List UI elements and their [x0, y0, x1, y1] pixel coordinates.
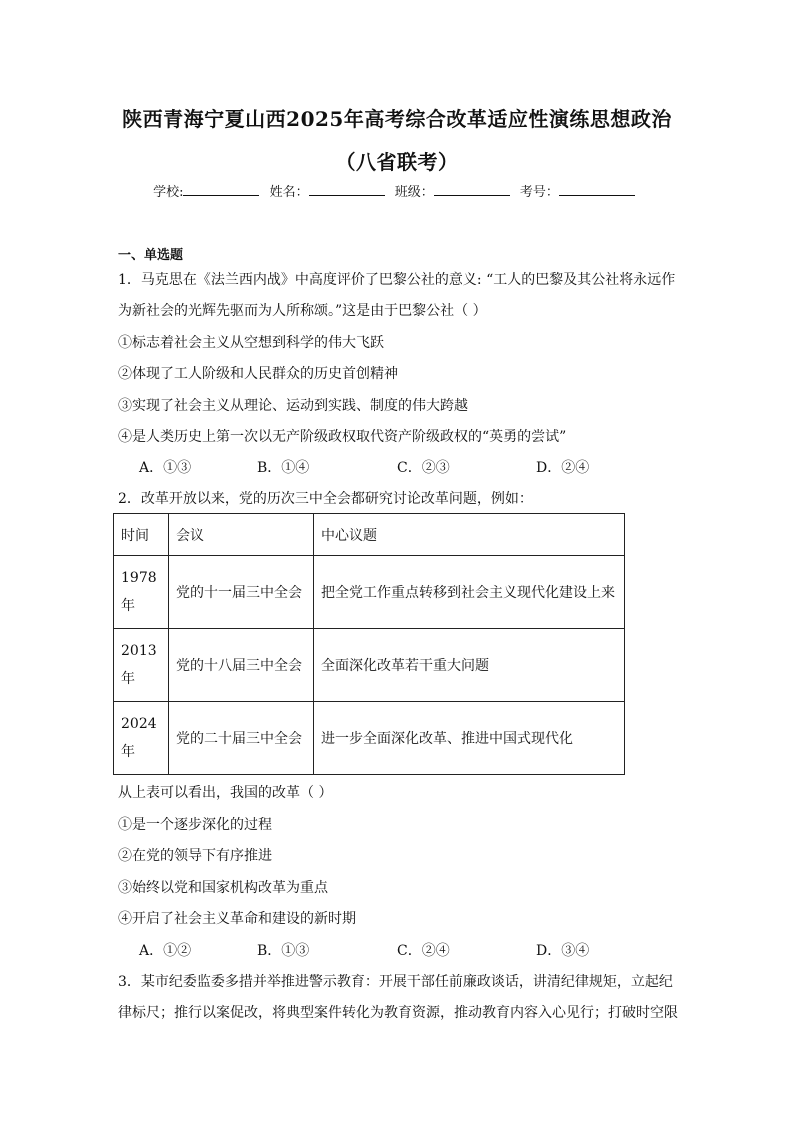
cell-year: 2024 年: [114, 702, 169, 775]
q1-option-a[interactable]: A．①③: [139, 460, 192, 476]
q2-stem: 2．改革开放以来，党的历次三中全会都研究讨论改革问题，例如：: [118, 491, 533, 507]
reform-table: [113, 513, 625, 775]
q2-option-b[interactable]: B．①③: [257, 943, 310, 959]
header-topic: 中心议题: [314, 514, 625, 556]
cell-meeting: 党的二十届三中全会: [169, 702, 314, 775]
cell-meeting: 党的十八届三中全会: [169, 629, 314, 702]
q2-option-a[interactable]: A．①②: [139, 943, 192, 959]
school-label: 学校:: [153, 185, 184, 200]
section-heading: 一、单选题: [118, 248, 184, 263]
q1-stem-line1: 1．马克思在《法兰西内战》中高度评价了巴黎公社的意义: “工人的巴黎及其公社将永远作: [118, 272, 676, 288]
table-row: [114, 629, 625, 702]
q1-stem-line2: 为新社会的光辉先驱而为人所称颂。”这是由于巴黎公社（ ）: [118, 303, 487, 319]
q2-item: ①是一个逐步深化的过程: [118, 817, 272, 833]
q1-item: ②体现了工人阶级和人民群众的历史首创精神: [118, 366, 398, 382]
q1-item: ①标志着社会主义从空想到科学的伟大飞跃: [118, 335, 384, 351]
table-header-row: [114, 514, 625, 556]
class-blank[interactable]: [434, 182, 510, 196]
table-row: [114, 702, 625, 775]
school-blank[interactable]: [183, 182, 259, 196]
q1-item: ④是人类历史上第一次以无产阶级政权取代资产阶级政权的“英勇的尝试”: [118, 429, 567, 445]
table-row: [114, 556, 625, 629]
page-subtitle: （八省联考）: [335, 150, 459, 174]
exam-no-label: 考号：: [519, 185, 559, 200]
q3-stem-line2: 律标尺；推行以案促改，将典型案件转化为教育资源，推动教育内容入心见行；打破时空限: [118, 1005, 678, 1021]
q2-item: ③始终以党和国家机构改革为重点: [118, 880, 328, 896]
q1-option-b[interactable]: B．①④: [257, 460, 310, 476]
q1-item: ③实现了社会主义从理论、运动到实践、制度的伟大跨越: [118, 398, 468, 414]
class-label: 班级：: [394, 185, 434, 200]
exam-no-blank[interactable]: [559, 182, 635, 196]
q2-after-table: 从上表可以看出，我国的改革（ ）: [118, 785, 333, 801]
page-title: 陕西青海宁夏山西2025年高考综合改革适应性演练思想政治: [122, 107, 672, 131]
q2-item: ②在党的领导下有序推进: [118, 848, 272, 864]
q2-item: ④开启了社会主义革命和建设的新时期: [118, 911, 356, 927]
student-info-line: [0, 181, 794, 200]
cell-year: 1978 年: [114, 556, 169, 629]
q2-option-c[interactable]: C．②④: [397, 943, 450, 959]
cell-topic: 全面深化改革若干重大问题: [314, 629, 625, 702]
header-time: 时间: [114, 514, 169, 556]
q1-option-d[interactable]: D．②④: [536, 460, 590, 476]
cell-topic: 进一步全面深化改革、推进中国式现代化: [314, 702, 625, 775]
cell-meeting: 党的十一届三中全会: [169, 556, 314, 629]
q2-option-d[interactable]: D．③④: [536, 943, 590, 959]
header-meeting: 会议: [169, 514, 314, 556]
name-label: 姓名：: [269, 185, 309, 200]
q3-stem-line1: 3．某市纪委监委多措并举推进警示教育：开展干部任前廉政谈话，讲清纪律规矩，立起纪: [118, 974, 673, 990]
cell-topic: 把全党工作重点转移到社会主义现代化建设上来: [314, 556, 625, 629]
cell-year: 2013 年: [114, 629, 169, 702]
name-blank[interactable]: [309, 182, 385, 196]
q1-option-c[interactable]: C．②③: [397, 460, 450, 476]
